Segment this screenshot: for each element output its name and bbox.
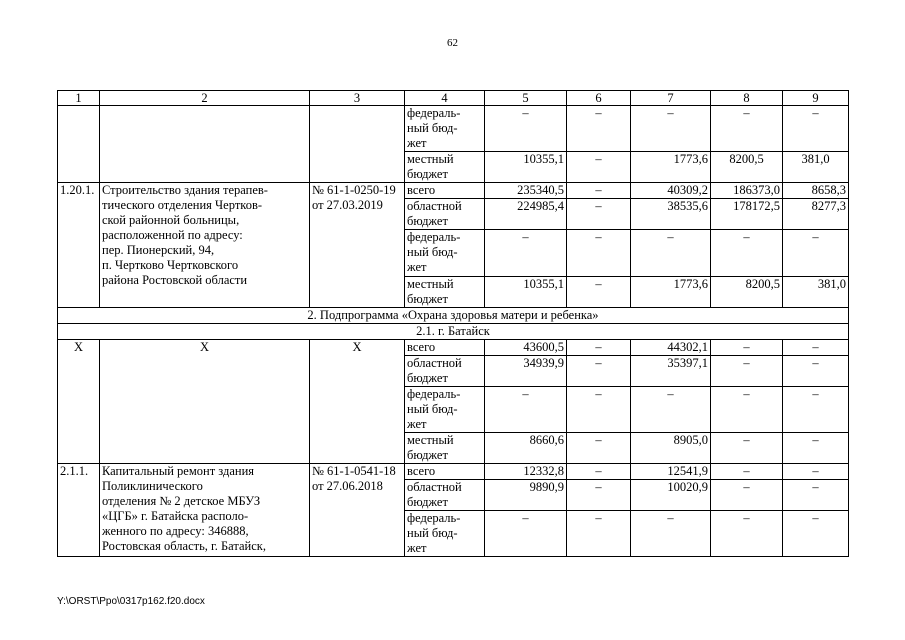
value-cell: – — [711, 433, 783, 464]
subsection-heading: 2.1. г. Батайск — [58, 324, 849, 340]
value-cell: 8658,3 — [783, 183, 849, 199]
document-ref: № 61-1-0250-19 от 27.03.2019 — [310, 183, 405, 308]
value-cell: – — [783, 387, 849, 433]
column-header: 5 — [485, 91, 567, 106]
funding-type: областной бюджет — [405, 356, 485, 387]
value-cell: 35397,1 — [631, 356, 711, 387]
empty-cell — [310, 106, 405, 183]
funding-type: местный бюджет — [405, 277, 485, 308]
value-cell: 34939,9 — [485, 356, 567, 387]
value-cell: – — [567, 340, 631, 356]
value-cell: – — [783, 356, 849, 387]
value-cell: 1773,6 — [631, 152, 711, 183]
funding-type: всего — [405, 464, 485, 480]
value-cell: – — [631, 387, 711, 433]
value-cell: – — [783, 230, 849, 277]
value-cell: 8200,5 — [711, 277, 783, 308]
table-row — [58, 340, 849, 356]
value-cell: – — [567, 199, 631, 230]
value-cell: 8200,5 — [711, 152, 783, 183]
document-footer-path: Y:\ORST\Ppo\0317p162.f20.docx — [57, 596, 205, 607]
funding-type: всего — [405, 340, 485, 356]
section-heading: 2. Подпрограмма «Охрана здоровья матери и ребенка» — [58, 308, 849, 324]
column-header: 8 — [711, 91, 783, 106]
section-row — [58, 308, 849, 324]
value-cell: – — [485, 511, 567, 557]
value-cell: – — [711, 387, 783, 433]
value-cell: – — [567, 183, 631, 199]
funding-type: федераль- ный бюд- жет — [405, 106, 485, 152]
funding-type: местный бюджет — [405, 433, 485, 464]
value-cell: – — [711, 464, 783, 480]
value-cell: 10355,1 — [485, 152, 567, 183]
value-cell: – — [567, 511, 631, 557]
column-header: 6 — [567, 91, 631, 106]
table-row — [58, 106, 849, 152]
column-header: 3 — [310, 91, 405, 106]
value-cell: 12332,8 — [485, 464, 567, 480]
value-cell: 381,0 — [783, 152, 849, 183]
value-cell: – — [485, 106, 567, 152]
value-cell: – — [711, 340, 783, 356]
value-cell: – — [567, 356, 631, 387]
value-cell: – — [567, 230, 631, 277]
section-row — [58, 324, 849, 340]
placeholder-cell: Х — [100, 340, 310, 464]
value-cell: 10355,1 — [485, 277, 567, 308]
table-row — [58, 464, 849, 480]
value-cell: – — [631, 511, 711, 557]
value-cell: – — [631, 230, 711, 277]
value-cell: – — [567, 387, 631, 433]
value-cell: 1773,6 — [631, 277, 711, 308]
value-cell: – — [631, 106, 711, 152]
value-cell: – — [567, 464, 631, 480]
placeholder-cell: Х — [310, 340, 405, 464]
value-cell: – — [567, 152, 631, 183]
funding-type: федераль- ный бюд- жет — [405, 387, 485, 433]
value-cell: – — [711, 356, 783, 387]
funding-type: областной бюджет — [405, 480, 485, 511]
value-cell: – — [485, 230, 567, 277]
value-cell: – — [485, 387, 567, 433]
value-cell: – — [783, 106, 849, 152]
value-cell: 186373,0 — [711, 183, 783, 199]
value-cell: – — [567, 106, 631, 152]
value-cell: 9890,9 — [485, 480, 567, 511]
funding-type: федераль- ный бюд- жет — [405, 511, 485, 557]
value-cell: 40309,2 — [631, 183, 711, 199]
value-cell: 235340,5 — [485, 183, 567, 199]
item-name: Строительство здания терапев- тического отделения Чертков- ской районной больницы, расположенной по адресу: пер. Пионерский, 94, п. Чертково Чертковского района Ростовской области — [100, 183, 310, 308]
value-cell: – — [567, 277, 631, 308]
value-cell: 12541,9 — [631, 464, 711, 480]
item-number: 2.1.1. — [58, 464, 100, 557]
column-header: 9 — [783, 91, 849, 106]
value-cell: 44302,1 — [631, 340, 711, 356]
value-cell: – — [567, 433, 631, 464]
value-cell: 38535,6 — [631, 199, 711, 230]
item-name: Капитальный ремонт здания Поликлинического отделения № 2 детское МБУЗ «ЦГБ» г. Батайска располо- женного по адресу: 346888, Ростовская область, г. Батайск, — [100, 464, 310, 557]
value-cell: 224985,4 — [485, 199, 567, 230]
empty-cell — [100, 106, 310, 183]
value-cell: – — [711, 106, 783, 152]
value-cell: 10020,9 — [631, 480, 711, 511]
budget-table — [57, 90, 849, 557]
value-cell: – — [711, 230, 783, 277]
value-cell: – — [783, 340, 849, 356]
value-cell: 8277,3 — [783, 199, 849, 230]
funding-type: федераль- ный бюд- жет — [405, 230, 485, 277]
value-cell: 381,0 — [783, 277, 849, 308]
empty-cell — [58, 106, 100, 183]
funding-type: местный бюджет — [405, 152, 485, 183]
column-header: 2 — [100, 91, 310, 106]
value-cell: 8660,6 — [485, 433, 567, 464]
placeholder-cell: Х — [58, 340, 100, 464]
column-header: 4 — [405, 91, 485, 106]
value-cell: – — [783, 511, 849, 557]
value-cell: – — [711, 480, 783, 511]
value-cell: 43600,5 — [485, 340, 567, 356]
funding-type: всего — [405, 183, 485, 199]
column-header: 1 — [58, 91, 100, 106]
document-ref: № 61-1-0541-18 от 27.06.2018 — [310, 464, 405, 557]
page-number: 62 — [447, 37, 458, 49]
table-row — [58, 183, 849, 199]
value-cell: – — [783, 433, 849, 464]
value-cell: – — [783, 480, 849, 511]
value-cell: – — [567, 480, 631, 511]
item-number: 1.20.1. — [58, 183, 100, 308]
funding-type: областной бюджет — [405, 199, 485, 230]
value-cell: – — [783, 464, 849, 480]
value-cell: 8905,0 — [631, 433, 711, 464]
column-header: 7 — [631, 91, 711, 106]
value-cell: – — [711, 511, 783, 557]
value-cell: 178172,5 — [711, 199, 783, 230]
column-header-row — [58, 91, 849, 106]
